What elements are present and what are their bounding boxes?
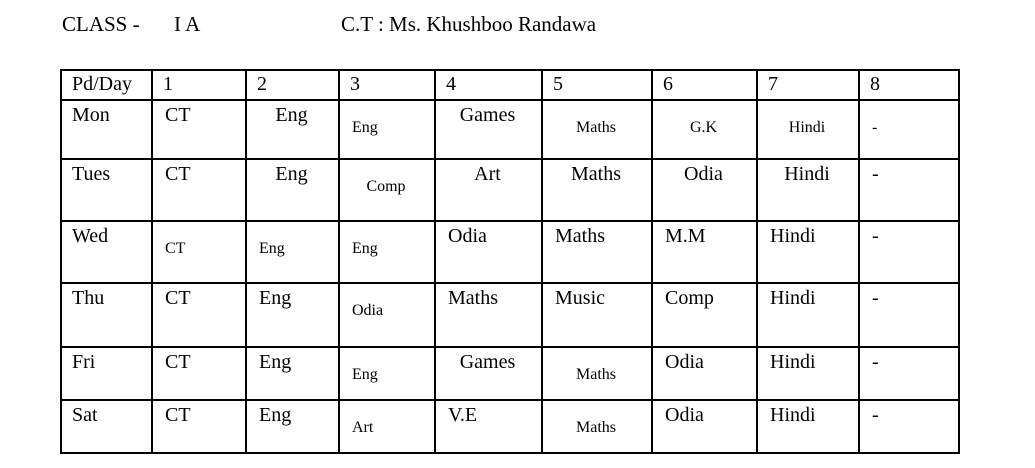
subject-cell: Art	[435, 159, 542, 221]
subject-cell: Comp	[339, 159, 435, 221]
timetable-table	[60, 69, 960, 454]
subject-cell: CT	[152, 100, 246, 159]
class-teacher-text: C.T : Ms. Khushboo Randawa	[341, 12, 597, 36]
subject-cell: Music	[542, 283, 652, 347]
table-row	[61, 221, 959, 283]
subject-cell: Odia	[339, 283, 435, 347]
day-cell: Fri	[61, 347, 152, 400]
subject-cell: Maths	[542, 400, 652, 453]
subject-cell: Eng	[246, 100, 339, 159]
subject-cell: Eng	[339, 100, 435, 159]
subject-cell: Maths	[542, 221, 652, 283]
subject-cell: CT	[152, 283, 246, 347]
subject-cell: CT	[152, 221, 246, 283]
title-row	[0, 12, 1035, 42]
day-cell: Sat	[61, 400, 152, 453]
subject-cell: Eng	[246, 347, 339, 400]
subject-cell: CT	[152, 347, 246, 400]
subject-cell: -	[859, 347, 959, 400]
subject-cell: Hindi	[757, 347, 859, 400]
subject-cell: Maths	[435, 283, 542, 347]
subject-cell: -	[859, 221, 959, 283]
subject-cell: Eng	[339, 347, 435, 400]
day-cell: Tues	[61, 159, 152, 221]
header-cell: 8	[859, 70, 959, 100]
subject-cell: Odia	[652, 347, 757, 400]
subject-cell: Eng	[246, 283, 339, 347]
subject-cell: Maths	[542, 347, 652, 400]
header-row	[61, 70, 959, 100]
subject-cell: Hindi	[757, 221, 859, 283]
subject-cell: G.K	[652, 100, 757, 159]
header-cell: 1	[152, 70, 246, 100]
header-cell: Pd/Day	[61, 70, 152, 100]
subject-cell: V.E	[435, 400, 542, 453]
day-cell: Wed	[61, 221, 152, 283]
subject-cell: Art	[339, 400, 435, 453]
header-cell: 3	[339, 70, 435, 100]
table-row	[61, 159, 959, 221]
class-label: CLASS -	[62, 12, 140, 36]
header-cell: 7	[757, 70, 859, 100]
table-row	[61, 400, 959, 453]
subject-cell: M.M	[652, 221, 757, 283]
subject-cell: Maths	[542, 159, 652, 221]
subject-cell: CT	[152, 159, 246, 221]
subject-cell: Hindi	[757, 159, 859, 221]
timetable-header-row	[61, 70, 959, 100]
subject-cell: Eng	[339, 221, 435, 283]
subject-cell: -	[859, 400, 959, 453]
subject-cell: Maths	[542, 100, 652, 159]
subject-cell: Hindi	[757, 283, 859, 347]
subject-cell: Comp	[652, 283, 757, 347]
subject-cell: Odia	[652, 400, 757, 453]
subject-cell: Odia	[652, 159, 757, 221]
header-cell: 5	[542, 70, 652, 100]
subject-cell: -	[859, 100, 959, 159]
subject-cell: Eng	[246, 400, 339, 453]
table-row	[61, 347, 959, 400]
header-cell: 2	[246, 70, 339, 100]
table-row	[61, 100, 959, 159]
subject-cell: Games	[435, 100, 542, 159]
subject-cell: Hindi	[757, 400, 859, 453]
subject-cell: CT	[152, 400, 246, 453]
subject-cell: Hindi	[757, 100, 859, 159]
subject-cell: Odia	[435, 221, 542, 283]
timetable-body	[61, 100, 959, 453]
subject-cell: Eng	[246, 221, 339, 283]
subject-cell: Eng	[246, 159, 339, 221]
day-cell: Mon	[61, 100, 152, 159]
subject-cell: -	[859, 283, 959, 347]
day-cell: Thu	[61, 283, 152, 347]
table-row	[61, 283, 959, 347]
subject-cell: -	[859, 159, 959, 221]
subject-cell: Games	[435, 347, 542, 400]
header-cell: 6	[652, 70, 757, 100]
class-value: I A	[174, 12, 201, 36]
header-cell: 4	[435, 70, 542, 100]
